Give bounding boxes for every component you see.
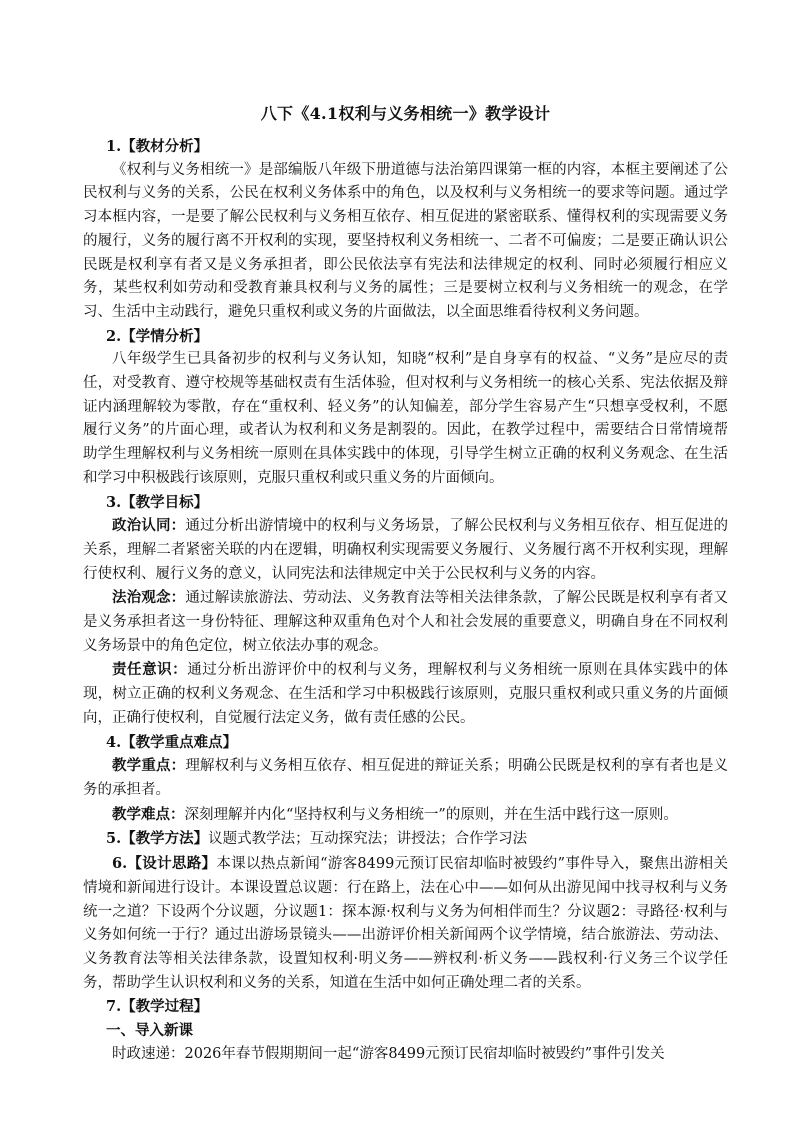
teaching-methods-line [83,827,728,852]
section-heading-material-analysis: 1.【教材分析】 [106,138,209,155]
key-points-paragraph [83,754,728,802]
teaching-methods-text: 议题式教学法；互动探究法；讲授法；合作学习法 [208,831,528,848]
document-content [83,102,728,1066]
difficult-points-paragraph [83,803,728,828]
intro-paragraph: 时政速递：2026年春节假期期间一起“游客8499元预订民宿却临时被毁约”事件引发关 [112,1045,665,1062]
document-title: 八下《4.1权利与义务相统一》教学设计 [260,104,551,123]
material-analysis-paragraph: 《权利与义务相统一》是部编版八年级下册道德与法治第四课第一框的内容，本框主要阐述了公民权利与义务的关系，公民在权利义务体系中的角色，以及权利与义务相统一的要求等问题。通过学习本框内容，一是要了解公民权利与义务相互依存、相互促进的紧密联系、懂得权利的实现需要义务的履行，义务的履行离不开权利的实现，要坚持权利义务相统一、二者不可偏废；二是要正确认识公民既是权利享有者又是义务承担者，即公民依法享有宪法和法律规定的权利、同时必须履行相应义务，某些权利如劳动和受教育兼具权利与义务的属性；三是要树立权利与义务相统一的观念，在学习、生活中主动践行，避免只重权利或义务的片面做法，以全面思维看待权利义务问题。 [83,161,728,320]
goal-political-identity [83,514,728,586]
section-heading-teaching-methods: 5.【教学方法】 [106,830,209,848]
section-heading-teaching-goals: 3.【教学目标】 [106,493,209,511]
goal-responsibility [83,658,728,730]
section-heading-student-analysis: 2.【学情分析】 [106,327,209,345]
key-points-text: 理解权利与义务相互依存、相互促进的辩证关系；明确公民既是权利的享有者也是义务的承担者。 [83,758,729,798]
section-heading-teaching-process: 7.【教学过程】 [106,998,209,1016]
section-heading-key-difficult-points: 4.【教学重点难点】 [106,733,238,751]
goal-label: 法治观念： [112,589,186,607]
goal-text: 通过分析出游情境中的权利与义务场景，了解公民权利与义务相互依存、相互促进的关系，理解二者紧密关联的内在逻辑，明确权利实现需要义务履行、义务履行离不开权利实现，理解行使权利、履行义务的意义，认同宪法和法律规定中关于公民权利与义务的内容。 [83,518,729,582]
subsection-heading-intro: 一、导入新课 [106,1022,193,1040]
student-analysis-paragraph: 八年级学生已具备初步的权利与义务认知，知晓“权利”是自身享有的权益、“义务”是应尽的责任，对受教育、遵守校规等基础权责有生活体验，但对权利与义务相统一的核心关系、宪法依据及辩证内涵理解较为零散，存在“重权利、轻义务”的认知偏差，部分学生容易产生“只想享受权利，不愿履行义务”的片面心理，或者认为权利和义务是割裂的。因此，在教学过程中，需要结合日常情境帮助学生理解权利与义务相统一原则在具体实践中的体现，引导学生树立正确的权利义务观念、在生活和学习中积极践行该原则，克服只重权利或只重义务的片面倾向。 [83,351,728,486]
design-idea-text: 本课以热点新闻“游客8499元预订民宿却临时被毁约”事件导入，聚焦出游相关情境和新闻进行设计。本课设置总议题：行在路上，法在心中——如何从出游见闻中找寻权利与义务统一之道？下设两个分议题，分议题1：探本源·权利与义务为何相伴而生？分议题2：寻路径·权利与义务如何统一于行？通过出游场景镜头——出游评价相关新闻两个议学情境，结合旅游法、劳动法、义务教育法等相关法律条款，设置知权利·明义务——辨权利·析义务——践权利·行义务三个议学任务，帮助学生认识权利和义务的关系，知道在生活中如何正确处理二者的关系。 [83,856,728,991]
key-points-label: 教学重点： [112,757,186,775]
difficult-points-text: 深刻理解并内化“坚持权利与义务相统一”的原则，并在生活中践行这一原则。 [184,806,678,823]
goal-text: 通过分析出游评价中的权利与义务，理解权利与义务相统一原则在具体实践中的体现，树立正确的权利义务观念、在生活和学习中积极践行该原则，克服只重权利或只重义务的片面倾向，正确行使权利，自觉履行法定义务，做有责任感的公民。 [83,662,728,726]
section-heading-design-idea: 6.【设计思路】 [112,855,217,873]
difficult-points-label: 教学难点： [112,805,185,823]
design-idea-paragraph [83,852,728,995]
goal-text: 通过解读旅游法、劳动法、义务教育法等相关法律条款，了解公民既是权利享有者又是义务承担者这一身份特征、理解这种双重角色对个人和社会发展的重要意义，明确自身在不同权利义务场景中的角色定位，树立依法办事的观念。 [83,590,729,654]
goal-label: 政治认同： [112,517,186,535]
goal-label: 责任意识： [112,661,188,679]
goal-rule-of-law [83,586,728,658]
